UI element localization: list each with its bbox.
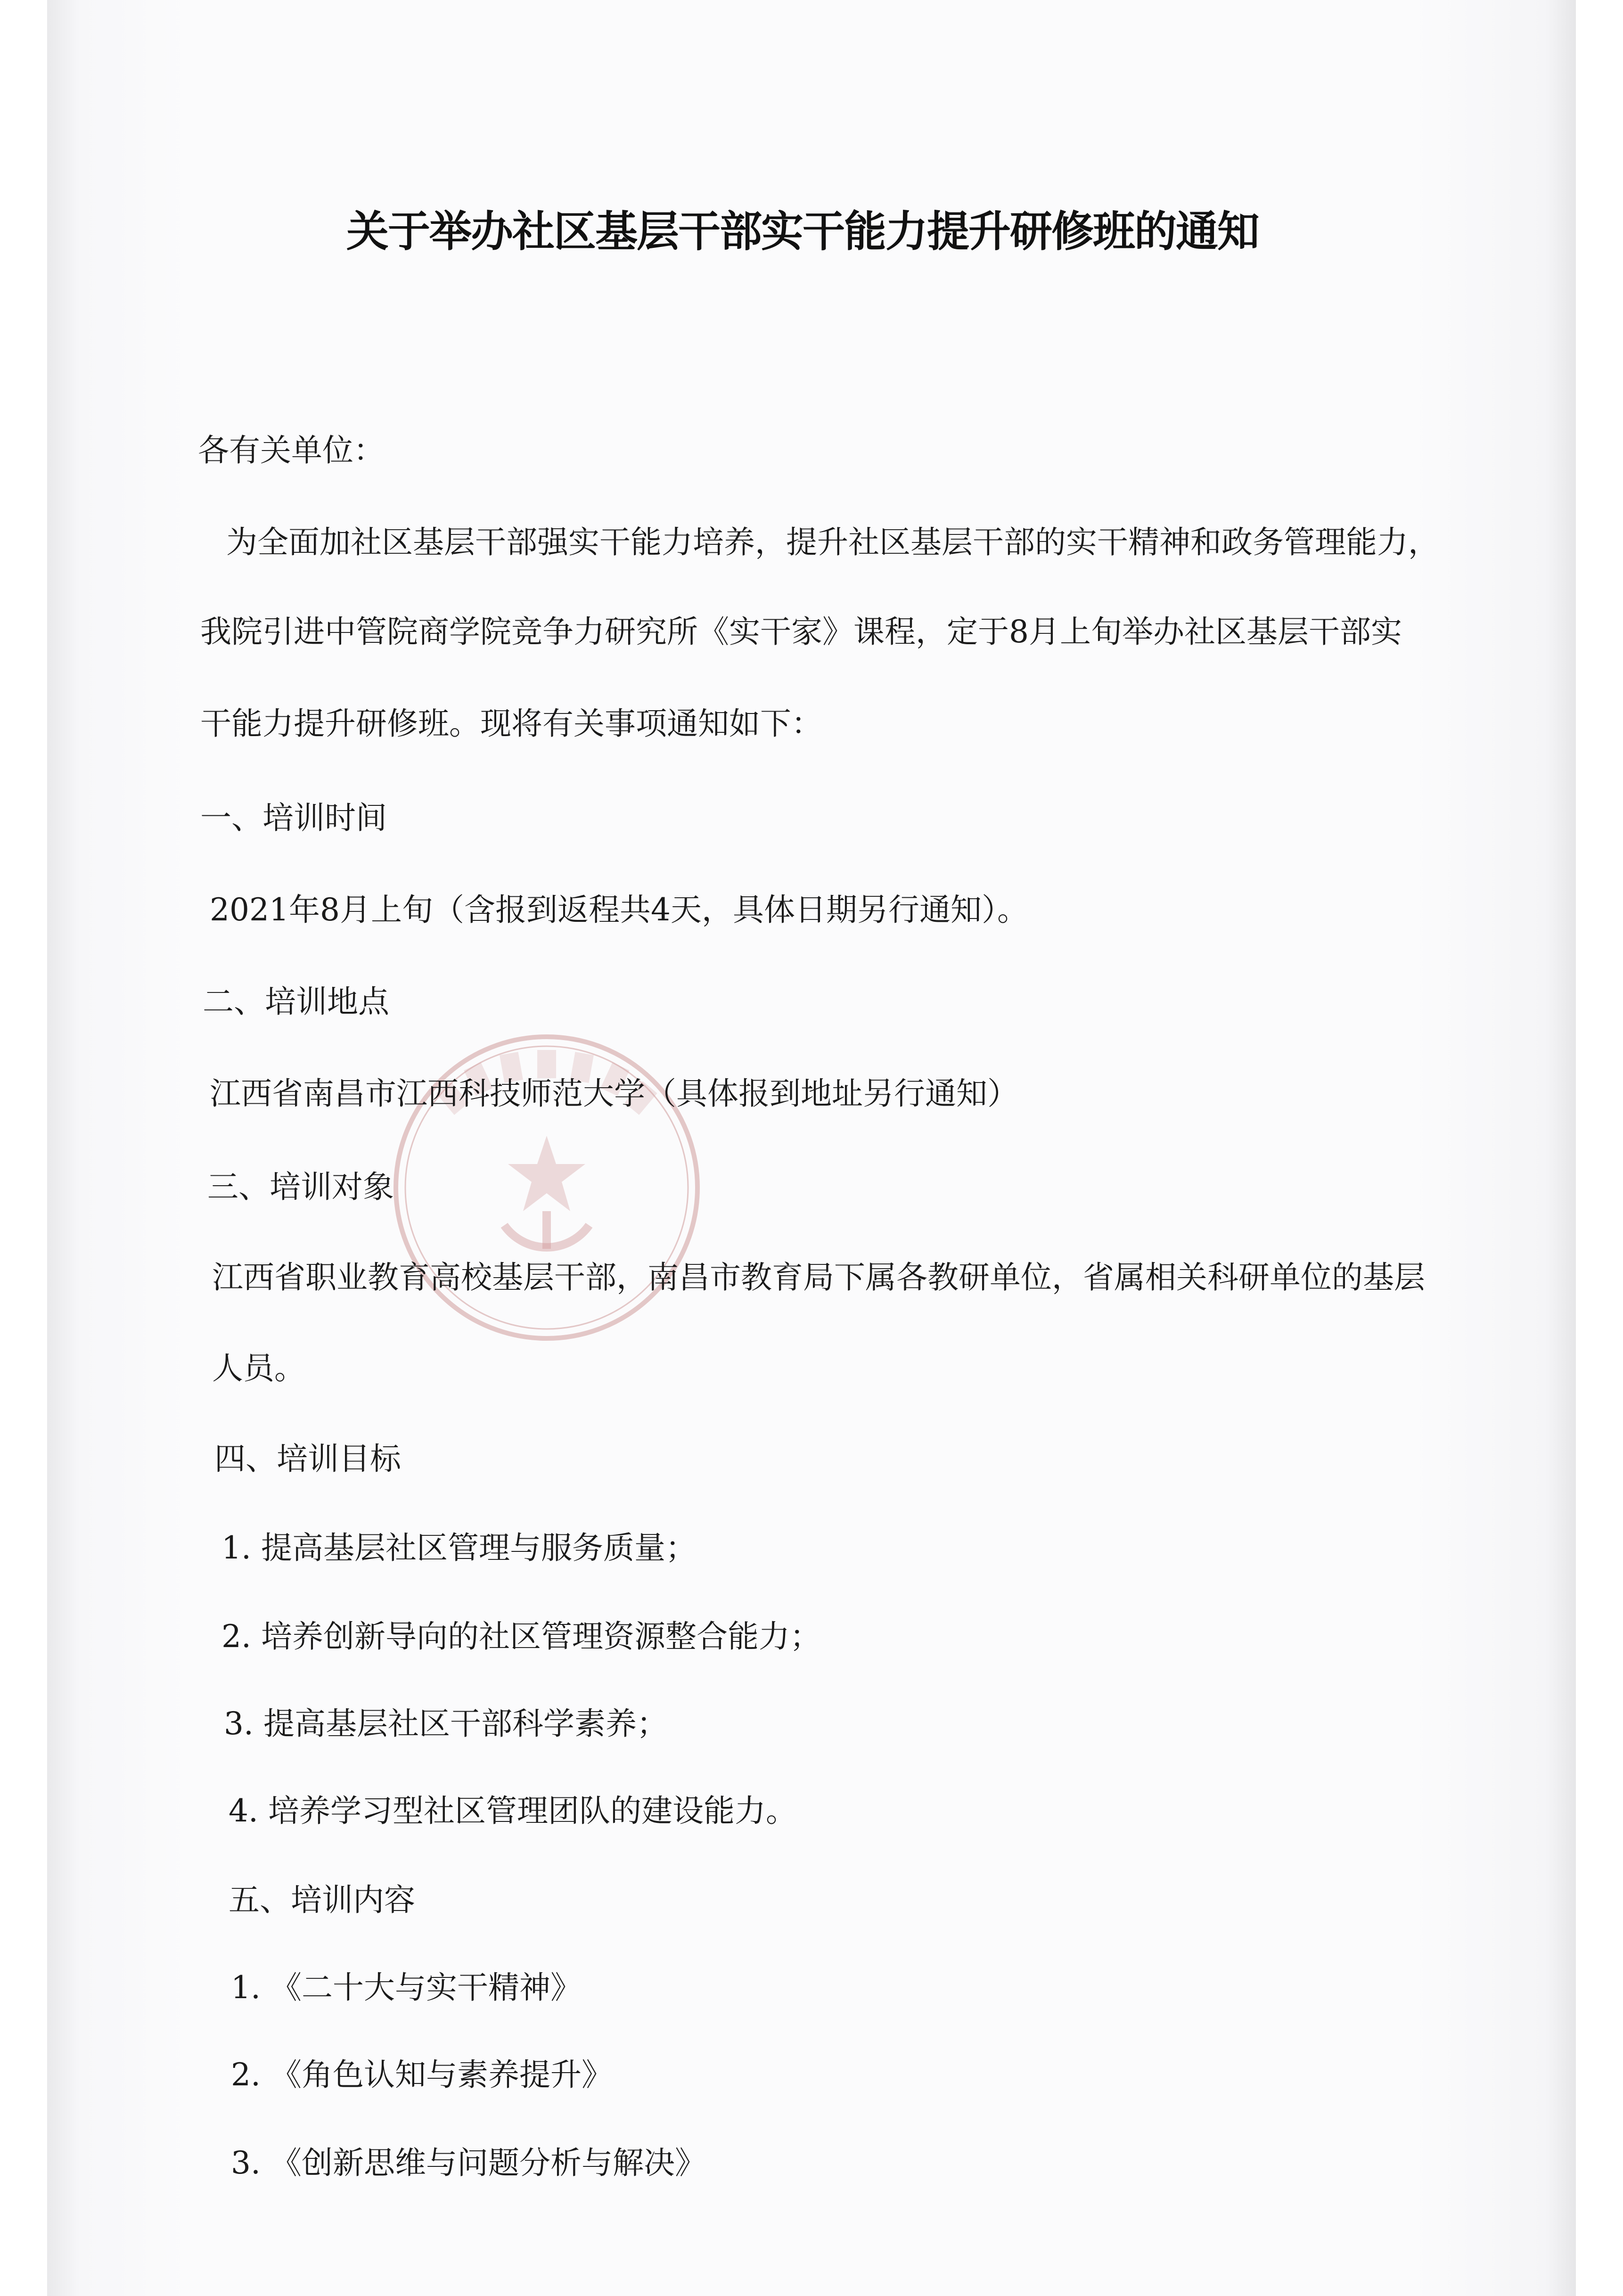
list-item: 1. 提高基层社区管理与服务质量； (221, 1530, 697, 1566)
intro-line: 我院引进中管院商学院竞争力研究所《实干家》课程，定于8月上旬举办社区基层干部实 (200, 614, 1402, 650)
document-title: 关于举办社区基层干部实干能力提升研修班的通知 (346, 207, 1259, 256)
list-item: 3. 《创新思维与问题分析与解决》 (231, 2145, 706, 2181)
section-body-training-time: 2021年8月上旬（含报到返程共4天，具体日期另行通知）。 (210, 892, 1028, 928)
paper-background (47, 0, 1576, 2296)
section-heading-training-content: 五、培训内容 (229, 1882, 415, 1918)
list-item: 3. 提高基层社区干部科学素养； (224, 1706, 668, 1742)
section-heading-training-target: 三、培训对象 (207, 1169, 394, 1205)
list-item: 4. 培养学习型社区管理团队的建设能力。 (229, 1793, 797, 1829)
intro-line: 为全面加社区基层干部强实干能力培养，提升社区基层干部的实干精神和政务管理能力， (226, 524, 1439, 560)
list-item: 1. 《二十大与实干精神》 (231, 1969, 582, 2006)
salutation: 各有关单位： (198, 432, 385, 468)
section-heading-training-time: 一、培训时间 (200, 800, 387, 836)
section-body-training-location: 江西省南昌市江西科技师范大学（具体报到地址另行通知） (210, 1075, 1018, 1112)
section-body-training-target: 人员。 (212, 1350, 305, 1386)
section-heading-training-location: 二、培训地点 (203, 984, 389, 1020)
list-item: 2. 培养创新导向的社区管理资源整合能力； (221, 1618, 821, 1655)
section-body-training-target: 江西省职业教育高校基层干部，南昌市教育局下属各教研单位，省属相关科研单位的基层 (212, 1259, 1425, 1296)
section-heading-training-goals: 四、培训目标 (214, 1441, 401, 1477)
intro-line: 干能力提升研修班。现将有关事项通知如下： (200, 705, 822, 742)
list-item: 2. 《角色认知与素养提升》 (231, 2057, 613, 2093)
